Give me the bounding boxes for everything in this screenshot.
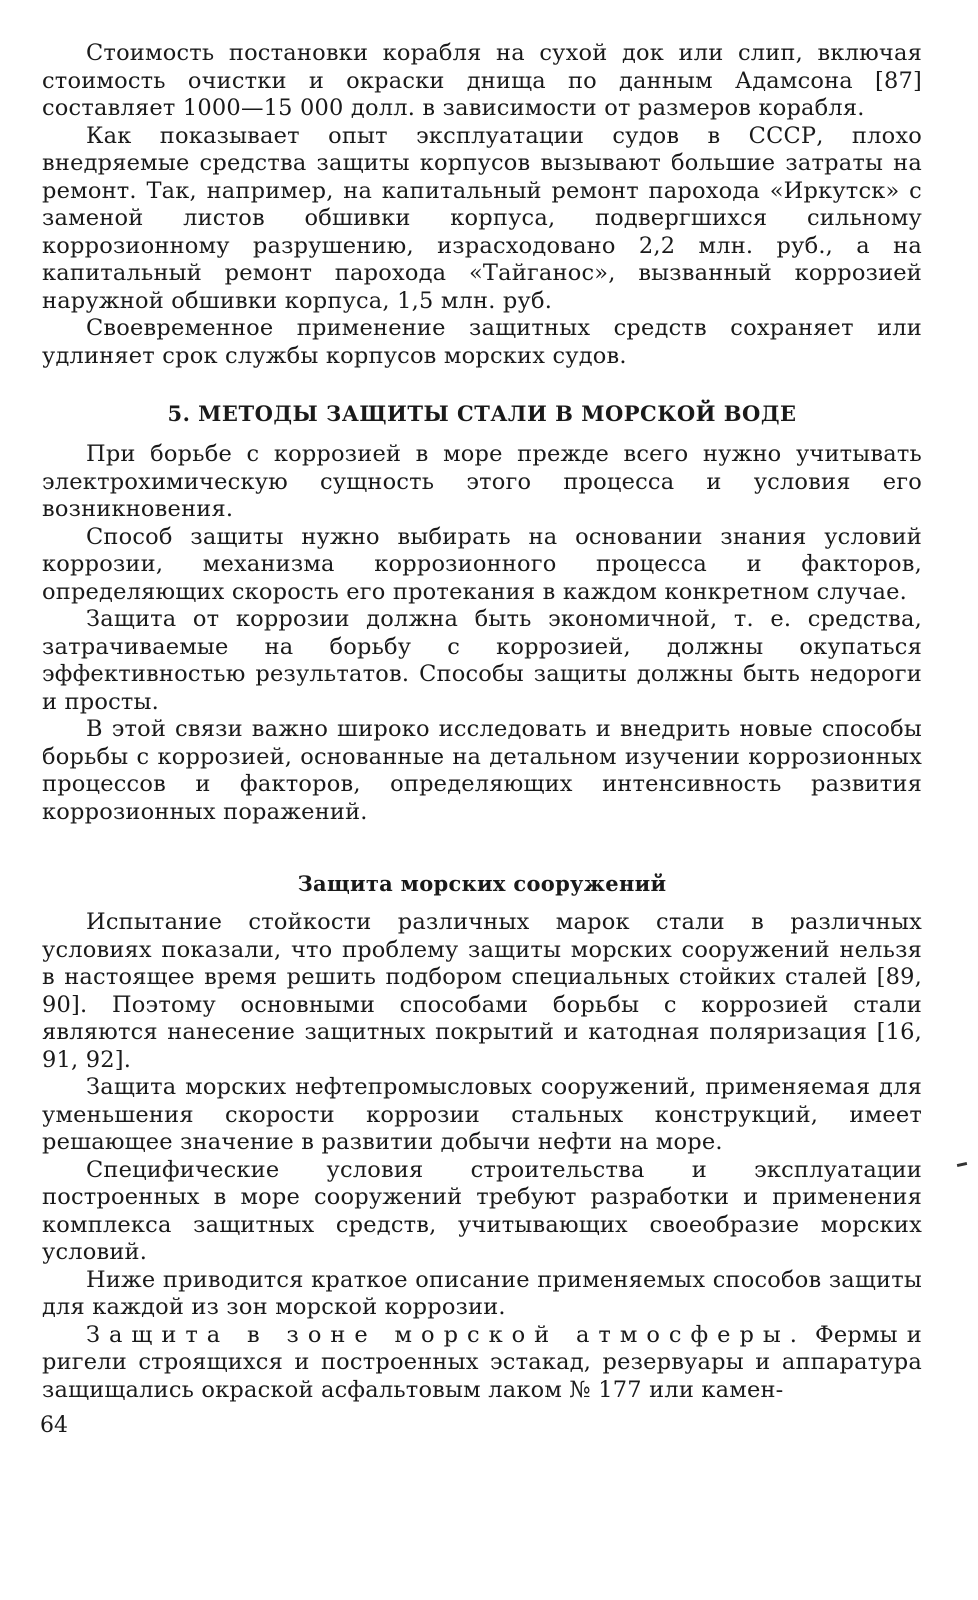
paragraph: При борьбе с коррозией в море прежде всего нужно учитывать электрохимическую сущность этого процесса и условия его возникновения. <box>42 441 922 522</box>
paragraph <box>42 1322 922 1405</box>
paragraph: Своевременное применение защитных средств сохраняет или удлиняет срок службы корпусов морских судов. <box>42 315 922 369</box>
spacer <box>42 897 922 909</box>
paragraph-rest: Фермы и ригели строящихся и построенных эстакад, резервуары и аппаратура защищались окраской асфальтовым лаком № 177 или камен- <box>42 1321 922 1403</box>
paragraph: Ниже приводится краткое описание применяемых способов защиты для каждой из зон морской коррозии. <box>42 1266 922 1320</box>
spacer <box>42 370 922 400</box>
paragraph: Защита морских нефтепромысловых сооружений, применяемая для уменьшения скорости коррозии стальных конструкций, имеет решающее значение в развитии добычи нефти на море. <box>42 1074 922 1155</box>
paragraph: Защита от коррозии должна быть экономичной, т. е. средства, затрачиваемые на борьбу с коррозией, должны окупаться эффективностью результатов. Способы защиты должны быть недороги и просты. <box>42 606 922 715</box>
spaced-lead-in: Защита в зоне морской атмосферы. <box>86 1321 806 1348</box>
spacer <box>42 427 922 441</box>
paragraph: В этой связи важно широко исследовать и внедрить новые способы борьбы с коррозией, основанные на детальном изучении коррозионных процессов и факторов, определяющих интенсивность развития коррозионных поражений. <box>42 716 922 825</box>
section-heading: 5. МЕТОДЫ ЗАЩИТЫ СТАЛИ В МОРСКОЙ ВОДЕ <box>167 401 797 426</box>
margin-mark <box>957 1162 967 1167</box>
paragraph: Специфические условия строительства и эксплуатации построенных в море сооружений требуют разработки и применения комплекса защитных средств, учитывающих своеобразие морских условий. <box>42 1156 922 1265</box>
paragraph: Испытание стойкости различных марок стали в различных условиях показали, что проблему защиты морских сооружений нельзя в настоящее время решить подбором специальных стойких сталей [89, 90]. Поэтому основными способами борьбы с коррозией стали являются нанесение защитных покрытий и катодная поляризация [16, 91, 92]. <box>42 909 922 1073</box>
paragraph: Стоимость постановки корабля на сухой док или слип, включая стоимость очистки и окраски днища по данным Адамсона [87] составляет 1000—15 000 долл. в зависимости от размеров корабля. <box>42 40 922 121</box>
subsection-heading: Защита морских сооружений <box>297 871 667 896</box>
spacer <box>42 826 922 870</box>
paragraph: Способ защиты нужно выбирать на основании знания условий коррозии, механизма коррозионного процесса и факторов, определяющих скорость его протекания в каждом конкретном случае. <box>42 523 922 605</box>
page-number: 64 <box>40 1413 68 1438</box>
page-content <box>42 40 922 1404</box>
paragraph: Как показывает опыт эксплуатации судов в СССР, плохо внедряемые средства защиты корпусов вызывают большие затраты на ремонт. Так, например, на капитальный ремонт парохода «Иркутск» с заменой листов обшивки корпуса, подвергшихся сильному коррозионному разрушению, израсходовано 2,2 млн. руб., а на капитальный ремонт парохода «Тайганос», вызванный коррозией наружной обшивки корпуса, 1,5 млн. руб. <box>42 122 922 314</box>
